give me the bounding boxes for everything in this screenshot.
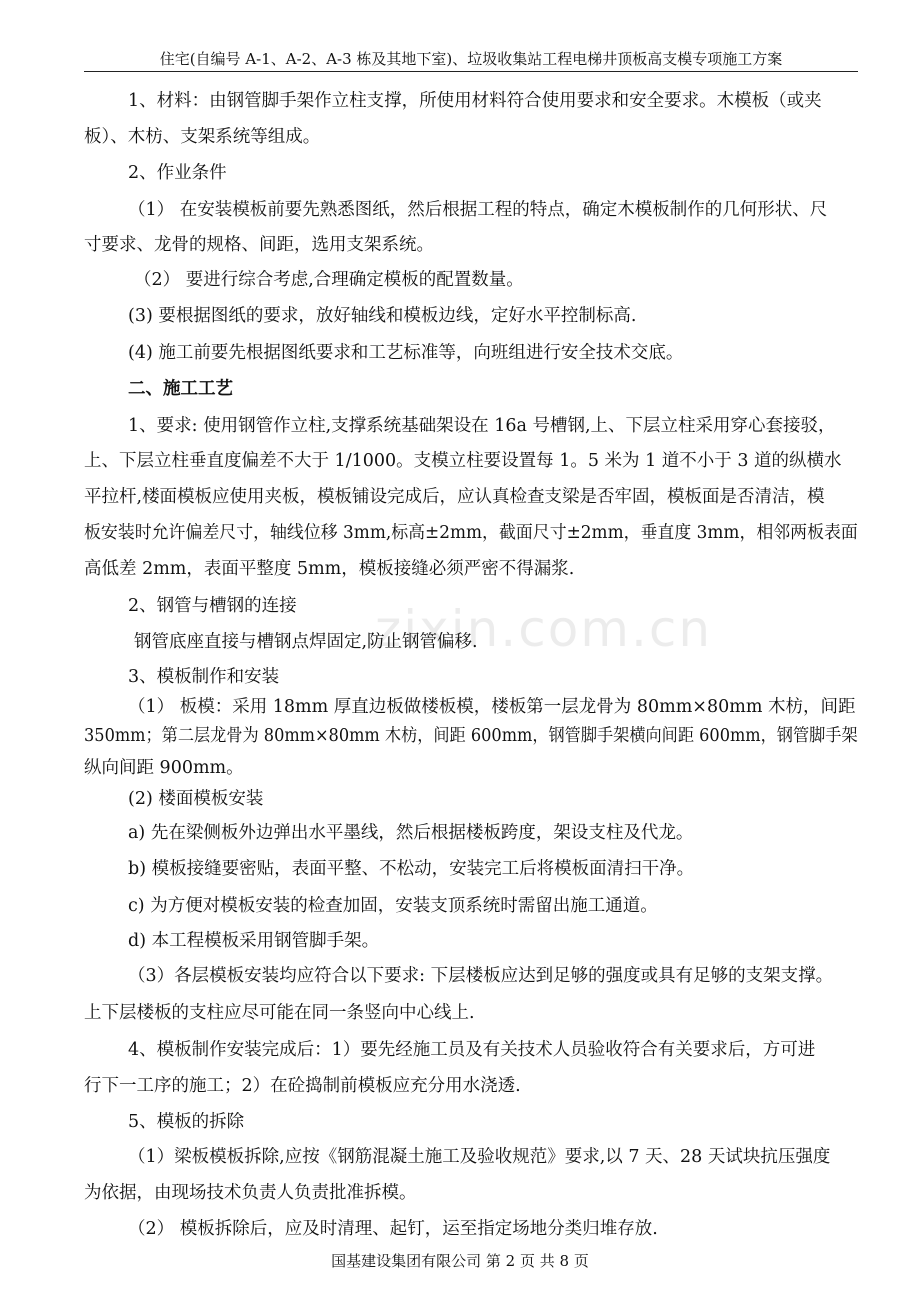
paragraph-line: d) 本工程模板采用钢管脚手架。	[128, 931, 380, 951]
paragraph-line: （2） 要进行综合考虑,合理确定模板的配置数量。	[134, 270, 524, 290]
header-divider	[84, 71, 858, 72]
header-title: 住宅(自编号 A-1、A-2、A-3 栋及其地下室)、垃圾收集站工程电梯井顶板高支模专项施工方案	[159, 50, 783, 68]
paragraph-line: （2） 模板拆除后，应及时清理、起钉，运至指定场地分类归堆存放.	[128, 1219, 658, 1239]
paragraph-line: （1） 板模：采用 18mm 厚直边板做楼板模，楼板第一层龙骨为 80mm×80mm 木枋，间距	[128, 697, 856, 717]
section-heading: 二、施工工艺	[128, 379, 233, 399]
paragraph-line: c) 为方便对模板安装的检查加固，安装支顶系统时需留出施工通道。	[128, 896, 658, 916]
paragraph-line: 4、模板制作安装完成后：1）要先经施工员及有关技术人员验收符合有关要求后，方可进	[128, 1040, 816, 1060]
page-footer: 国基建设集团有限公司 第 2 页 共 8 页	[331, 1252, 589, 1270]
paragraph-line: 平拉杆,楼面模板应使用夹板，模板铺设完成后，应认真检查支梁是否牢固，模板面是否清洁，模	[84, 487, 825, 507]
paragraph-line: (2) 楼面模板安装	[128, 789, 264, 809]
paragraph-line: （1） 在安装模板前要先熟悉图纸，然后根据工程的特点，确定木模板制作的几何形状、尺	[128, 200, 828, 220]
paragraph-line: 板安装时允许偏差尺寸，轴线位移 3mm,标高±2mm，截面尺寸±2mm，垂直度 3mm，相邻两板表面	[84, 523, 858, 543]
paragraph-line: 为依据，由现场技术负责人负责批准拆模。	[84, 1183, 417, 1203]
paragraph-line: （3）各层模板安装均应符合以下要求: 下层楼板应达到足够的强度或具有足够的支架支撑。	[128, 966, 834, 986]
paragraph-line: 高低差 2mm，表面平整度 5mm，模板接缝必须严密不得漏浆.	[84, 559, 575, 579]
paragraph-line: a) 先在梁侧板外边弹出水平墨线，然后根据楼板跨度，架设支柱及代龙。	[128, 823, 694, 843]
paragraph-line: （1）梁板模板拆除,应按《钢筋混凝土施工及验收规范》要求,以 7 天、28 天试块抗压强度	[128, 1147, 831, 1167]
paragraph-line: 行下一工序的施工；2）在砼捣制前模板应充分用水浇透.	[84, 1076, 521, 1096]
paragraph-line: 板）、木枋、支架系统等组成。	[84, 127, 321, 147]
paragraph-line: 上、下层立柱垂直度偏差不大于 1/1000。支模立柱要设置每 1。5 米为 1 道不小于 3 道的纵横水	[84, 451, 842, 471]
paragraph-line: (4) 施工前要先根据图纸要求和工艺标准等，向班组进行安全技术交底。	[128, 343, 684, 363]
paragraph-line: 350mm；第二层龙骨为 80mm×80mm 木枋，间距 600mm，钢管脚手架横向间距 600mm，钢管脚手架	[84, 726, 858, 746]
paragraph-line: b) 模板接缝要密贴，表面平整、不松动，安装完工后将模板面清扫干净。	[128, 859, 695, 879]
paragraph-line: 上下层楼板的支柱应尽可能在同一条竖向中心线上.	[84, 1003, 475, 1023]
paragraph-line: 1、要求: 使用钢管作立柱,支撑系统基础架设在 16a 号槽钢,上、下层立柱采用穿心套接驳，	[128, 416, 836, 436]
paragraph-line: 寸要求、龙骨的规格、间距，选用支架系统。	[84, 235, 434, 255]
paragraph-line: 纵向间距 900mm。	[84, 758, 244, 778]
paragraph-line: 3、模板制作和安装	[128, 667, 280, 687]
paragraph-line: (3) 要根据图纸的要求，放好轴线和模板边线，定好水平控制标高.	[128, 306, 637, 326]
paragraph-line: 5、模板的拆除	[128, 1112, 245, 1132]
paragraph-line: 2、作业条件	[128, 163, 227, 183]
paragraph-line: 2、钢管与槽钢的连接	[128, 596, 297, 616]
paragraph-line: 1、材料：由钢管脚手架作立柱支撑，所使用材料符合使用要求和安全要求。木模板（或夹	[128, 91, 822, 111]
watermark: zixin.com.cn	[375, 600, 713, 658]
paragraph-line: 钢管底座直接与槽钢点焊固定,防止钢管偏移.	[134, 632, 478, 652]
